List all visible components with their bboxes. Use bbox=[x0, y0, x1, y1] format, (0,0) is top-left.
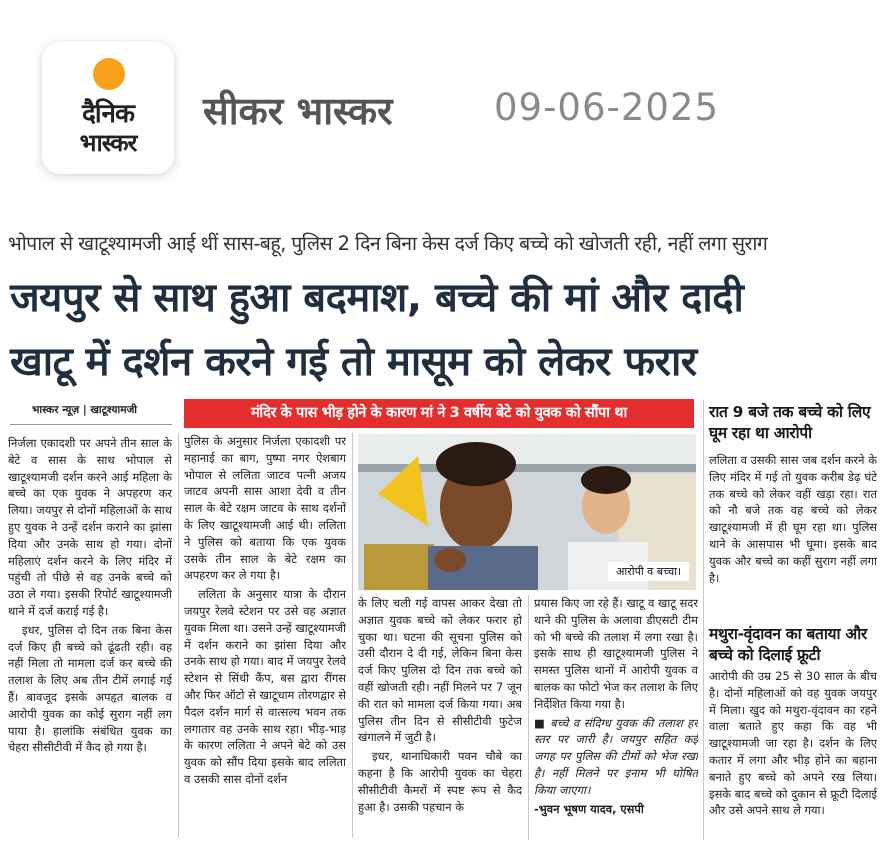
dainik-bhaskar-logo bbox=[42, 42, 174, 174]
paragraph: ललिता व उसकी सास जब दर्शन करने के लिए मंदिर में गई तो युवक करीब डेढ़ घंटे तक बच्चे को लेकर वहीं खड़ा रहा। रात को नौ बजे तक वह बच्चे को लेकर खाटूश्यामजी में ही घूम रहा था। पुलिस थाने के आसपास भी घूमा। इसके बाद युवक और बच्चे का कहीं सुराग नहीं लगा है। bbox=[709, 453, 877, 585]
byline: भास्कर न्यूज़ | खाटूश्यामजी bbox=[32, 404, 137, 416]
red-subheading-banner: मंदिर के पास भीड़ होने के कारण मां ने 3 वर्षीय बेटे को युवक को सौंपा था bbox=[184, 399, 694, 428]
page-header bbox=[0, 0, 883, 205]
edition-name: सीकर भास्कर bbox=[203, 89, 393, 133]
logo-text-line1: दैनिक bbox=[82, 99, 134, 129]
side-column-2 bbox=[709, 668, 877, 843]
article-column-2 bbox=[184, 433, 346, 838]
paragraph: प्रयास किए जा रहे हैं। खाटू व खाटू सदर थाने की पुलिस के अलावा डीएसटी टीम को भी बच्चे की तलाश में लगा रखा है। इसके साथ ही खाटूश्यामजी पुलिस ने समस्त पुलिस थानों में आरोपी युवक व बालक का फोटो भेज कर तलाश के लिए निर्देशित किया गया है। bbox=[534, 596, 698, 711]
paragraph: पुलिस के अनुसार निर्जला एकादशी पर महानाई का बाग, पुष्पा नगर ऐशबाग भोपाल से ललिता जाटव पत्नी अजय जाटव अपनी सास आशा देवी व तीन साल के बेटे रक्षम जाटव के साथ दर्शनों के लिए खाटूश्यामजी आई थी। ललिता ने पुलिस को बताया कि एक युवक उसके तीन साल के बेटे रक्षम का अपहरण कर ले गया है। bbox=[184, 434, 346, 583]
paragraph: इधर, पुलिस दो दिन तक बिना केस दर्ज किए ही बच्चे को ढूंढती रही। वह नहीं मिला तो मामला दर्ज कर बच्चे की तलाश के लिए अब तीन टीमें लगाई गई हैं। बावजूद इसके अपहृत बालक व आरोपी युवक का कोई सुराग नहीं लग पाया है। हालांकि संबंधित युवक का चेहरा सीसीटीवी में कैद हो गया है। bbox=[8, 622, 172, 755]
edition-date: 09-06-2025 bbox=[494, 86, 720, 129]
side-subheading-1: रात 9 बजे तक बच्चे को लिए घूम रहा था आरोपी bbox=[709, 403, 871, 442]
column-divider bbox=[528, 595, 529, 840]
side-column-1 bbox=[709, 452, 877, 617]
side-subheading-2: मथुरा-वृंदावन का बताया और बच्चे को दिलाई फ्रूटी bbox=[709, 625, 867, 664]
article-column-4 bbox=[534, 595, 698, 840]
headline-line-1: जयपुर से साथ हुआ बदमाश, बच्चे की मां और दादी bbox=[10, 275, 744, 321]
paragraph: आरोपी की उम्र 25 से 30 साल के बीच है। दोनों महिलाओं को वह युवक जयपुर में मिला। खुद को मथुरा-वृंदावन का रहने वाला बताते हुए कहा कि वह भी खाटूश्यामजी जा रहा है। दर्शन के लिए कतार में लगा और भीड़ होने का बहाना बनाते हुए बच्चे को अपने रख लिया। इसके बाद बच्चे को दुकान से फ्रूटी दिलाई और उसे अपने साथ ले गया। bbox=[709, 669, 877, 818]
quote-attribution: -भुवन भूषण यादव, एसपी bbox=[534, 801, 644, 816]
column-divider bbox=[352, 433, 353, 838]
headline-line-2: खाटू में दर्शन करने गई तो मासूम को लेकर फरार bbox=[10, 339, 697, 385]
article-kicker: भोपाल से खाटूश्यामजी आई थीं सास-बहू, पुलिस 2 दिन बिना केस दर्ज किए बच्चे को खोजती रही, नहीं लगा सुराग bbox=[8, 232, 768, 255]
article-column-1 bbox=[8, 435, 172, 835]
paragraph: इधर, थानाधिकारी पवन चौबे का कहना है कि आरोपी युवक का चेहरा सीसीटीवी कैमरों में स्पष्ट रूप से कैद हुआ है। उसकी पहचान के bbox=[358, 749, 522, 814]
byline-divider bbox=[10, 424, 172, 425]
column-divider bbox=[178, 433, 179, 838]
sun-icon bbox=[93, 58, 125, 90]
article-column-3 bbox=[358, 595, 522, 840]
paragraph: ललिता के अनुसार यात्रा के दौरान जयपुर रेलवे स्टेशन पर उसे वह अज्ञात युवक मिला था। उसने उन्हें खाटूश्यामजी में दर्शन कराने का झांसा दिया और उनके साथ हो गया। बाद में जयपुर रेलवे स्टेशन से सिंधी कैंप, बस द्वारा रींगस और फिर ऑटो से खाटूधाम तोरणद्वार से पैदल दर्शन मार्ग से वात्सल्य भवन तक लगातार वह उनके साथ रहा। भीड़-भाड़ के कारण ललिता ने अपने बेटे को उस युवक को सौंप दिया इसके बाद ललिता व उसकी सास दोनों दर्शन bbox=[184, 587, 346, 786]
photo-caption: आरोपी व बच्चा। bbox=[608, 562, 689, 581]
sp-quote: ■ बच्चे व संदिग्ध युवक की तलाश हर स्तर पर जारी है। जयपुर सहित कई जगह पर पुलिस की टीमों को भेज रखा है। नहीं मिलने पर इनाम भी घोषित किया जाएगा। bbox=[534, 715, 698, 797]
paragraph: निर्जला एकादशी पर अपने तीन साल के बेटे व सास के साथ भोपाल से खाटूश्यामजी दर्शन करने आई महिला के बच्चे का एक युवक ने अपहरण कर लिया। जयपुर से दोनों महिलाओं के साथ हुए युवक ने उन्हें दर्शन कराने का झांसा दिया और उनके साथ हो गया। दोनों महिलाएं दर्शन करने के लिए मंदिर में पहुंची तो पीछे से वह उनके बच्चे को उठा ले गया। इसकी रिपोर्ट खाटूश्यामजी थाने में दर्ज कराई गई है। bbox=[8, 436, 172, 618]
paragraph: के लिए चली गई वापस आकर देखा तो अज्ञात युवक बच्चे को लेकर फरार हो चुका था। घटना की सूचना पुलिस को उसी दौरान दे दी गई, लेकिन बिना केस दर्ज किए पुलिस दो दिन तक बच्चे को वहीं खोजती रही। नहीं मिलने पर 7 जून की रात को मामला दर्ज किया गया। अब पुलिस तीन दिन से सीसीटीवी फुटेज खंगालने में जुटी है। bbox=[358, 596, 522, 745]
column-divider bbox=[703, 400, 704, 840]
logo-text-line2: भास्कर bbox=[79, 129, 137, 157]
